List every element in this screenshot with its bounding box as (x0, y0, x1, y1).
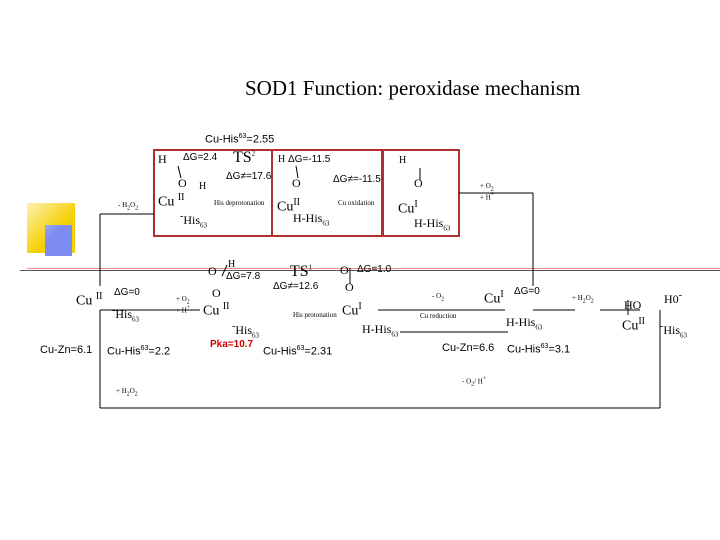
top-cu-his-sup: 63 (238, 133, 247, 140)
right-cu-his (507, 343, 570, 356)
right-bottom-label (462, 377, 486, 389)
left-plus-h-text: + H (176, 306, 187, 315)
right-plus-h2o2-sub1: 2 (582, 298, 586, 305)
right-plus-h2o2-text: + H (572, 294, 583, 302)
box1-h2o2-text: - H (118, 201, 128, 209)
box3-cu-text: Cu (398, 201, 415, 217)
right-minus-o2 (432, 293, 444, 303)
box1-h2o2-sub2: 2 (135, 205, 139, 212)
box1-h-side: H (199, 181, 207, 192)
right-cu (484, 290, 504, 307)
right-h0 (664, 291, 682, 305)
left-cu-ox: II (95, 291, 103, 302)
right-plus-h2o2 (572, 295, 594, 305)
right-bottom-h: / H (474, 377, 483, 386)
middle-cu-his-sup: 63 (296, 345, 305, 352)
middle-cu-his-text: Cu-His (263, 345, 297, 358)
right-plus-h2o2-o: O (585, 294, 591, 302)
right-his2-text: His (663, 323, 681, 337)
middle-cu-ox: II (222, 301, 230, 312)
middle-ts-text: TS (290, 263, 309, 280)
middle-his-minus: - (232, 321, 236, 332)
left-plus-h (176, 306, 190, 314)
box2-cu-text: Cu (277, 199, 294, 215)
middle-dgts: ΔG≠=12.6 (273, 281, 319, 292)
right-cu2-ox: II (638, 316, 646, 327)
middle-cu2-text: Cu (342, 303, 359, 319)
left-his (112, 306, 139, 323)
middle-cu2-ox: I (358, 301, 362, 312)
right-cu-text: Cu (484, 291, 501, 307)
right-dg: ΔG=0 (514, 286, 540, 297)
middle-h: H (228, 259, 236, 270)
left-his-sub: 63 (132, 315, 140, 324)
middle-o2: O (340, 263, 349, 277)
left-plus-h-sup: + (186, 305, 191, 311)
middle-his2-sub: 63 (391, 330, 399, 339)
box3-o: O (414, 176, 423, 190)
box3-plus-h-sup: + (490, 192, 495, 198)
box1-cu-text: Cu (158, 194, 175, 210)
middle-ts (290, 264, 312, 280)
right-h0-text: H0 (664, 292, 679, 306)
box3-his (414, 217, 450, 232)
right-minus-o2-text: - O (432, 292, 442, 300)
box3-minus-o2-sub: 2 (490, 186, 494, 193)
middle-cu-text: Cu (203, 303, 220, 319)
left-plus-o2-sub: 2 (186, 299, 190, 306)
middle-his-text: His (235, 323, 253, 337)
box1-cu (158, 193, 185, 210)
left-cu-his-val: =2.2 (148, 345, 171, 358)
box1-h2o2-o: O (130, 201, 136, 209)
left-cu-his-sup: 63 (140, 345, 149, 352)
middle-his-sub: 63 (252, 331, 260, 340)
box1-ts (233, 150, 255, 166)
middle-o-radical: O (212, 286, 221, 300)
left-h2o2 (116, 388, 138, 398)
box1-h-top: H (158, 152, 167, 166)
middle-ts-sup: 1 (308, 263, 313, 272)
box2-o: O (292, 176, 301, 190)
box2-his-deprotonation: His deprotonation (214, 199, 265, 207)
right-minus-o2-sub: 2 (441, 296, 445, 303)
middle-dg2: ΔG=1.0 (357, 264, 392, 275)
box1-his-sub: 63 (200, 221, 208, 230)
top-cu-his-label (205, 133, 274, 146)
box1-o: O (178, 176, 187, 190)
box3-minus-o2-text: + O (480, 182, 491, 190)
box1-his-text: His (183, 213, 201, 227)
box3-his-sub: 63 (443, 224, 451, 233)
middle-o: O (208, 264, 217, 278)
left-cu-his (107, 345, 170, 358)
right-his2 (660, 322, 687, 339)
box1-dg: ΔG=2.4 (183, 152, 218, 163)
left-h2o2-text: + H (116, 387, 127, 395)
right-his-sub: 63 (535, 323, 543, 332)
middle-pka: Pka=10.7 (210, 339, 254, 350)
middle-cu2 (342, 302, 362, 319)
middle-his (232, 322, 259, 339)
left-h2o2-sub1: 2 (126, 391, 130, 398)
right-bottom-sub: 2 (471, 381, 475, 388)
box1-cu-ox: II (177, 192, 185, 203)
box2-his-sub: 63 (322, 219, 330, 228)
box3-cu (398, 200, 418, 217)
right-cu-his-sup: 63 (540, 343, 549, 350)
box1-his-minus: - (180, 211, 184, 222)
right-his2-sub: 63 (680, 331, 688, 340)
middle-dg: ΔG=7.8 (226, 271, 261, 282)
middle-his2 (362, 323, 398, 338)
middle-his-protonation: His protonation (293, 311, 337, 319)
box3-cu-ox: I (414, 199, 418, 210)
box1-ts-text: TS (233, 149, 252, 166)
right-his-text: H-His (506, 315, 536, 329)
box2-dgts: ΔG≠=17.6 (226, 171, 272, 182)
box2-cu-oxidation: Cu oxidation (338, 199, 375, 207)
left-h2o2-sub2: 2 (134, 391, 138, 398)
left-h2o2-o: O (129, 387, 135, 395)
box3-his-text: H-His (414, 216, 444, 230)
right-bottom-text: - O (462, 377, 472, 386)
box2-dg: ΔG=-11.5 (288, 154, 331, 165)
box1-h2o2-sub1: 2 (127, 205, 131, 212)
left-cu-his-text: Cu-His (107, 345, 141, 358)
box2-h: H (278, 154, 286, 165)
box2-his (293, 212, 329, 227)
right-ho: HO (624, 298, 642, 312)
box3-plus-h (480, 193, 494, 201)
box1-h2o2-label (118, 202, 138, 212)
left-his-text: His (115, 307, 133, 321)
middle-cu-his-val: =2.31 (304, 345, 333, 358)
middle-cu (203, 302, 230, 319)
right-cu-ox: I (500, 289, 504, 300)
middle-his2-text: H-His (362, 322, 392, 336)
right-cu2 (622, 317, 645, 334)
right-his (506, 316, 542, 331)
left-plus-o2-text: + O (176, 295, 187, 303)
left-his-minus: - (112, 305, 116, 316)
right-plus-h2o2-sub2: 2 (590, 298, 594, 305)
left-dg: ΔG=0 (114, 287, 140, 298)
box3-h: H (399, 155, 407, 166)
top-cu-his-text: Cu-His (205, 133, 239, 146)
page-title: SOD1 Function: peroxidase mechanism (245, 76, 581, 100)
right-bottom-h-sup: + (482, 376, 487, 382)
box3-plus-h-text: + H (480, 193, 491, 202)
right-cu2-text: Cu (622, 318, 639, 334)
left-cu (76, 292, 103, 309)
middle-o2-lower: O (345, 280, 354, 294)
box2-his-text: H-His (293, 211, 323, 225)
left-cu-text: Cu (76, 293, 93, 309)
right-cu-reduction: Cu reduction (420, 312, 457, 320)
box2-dgts2: ΔG≠=-11.5 (333, 174, 381, 185)
right-h0-sup: - (678, 290, 683, 301)
left-cu-zn: Cu-Zn=6.1 (40, 344, 93, 356)
right-cu-his-text: Cu-His (507, 343, 541, 356)
right-cu-his-val: =3.1 (548, 343, 571, 356)
box1-ts-sup: 2 (251, 149, 256, 158)
right-cu-zn: Cu-Zn=6.6 (442, 342, 495, 354)
top-cu-his-value: =2.55 (246, 133, 275, 146)
box1-his (180, 212, 207, 229)
middle-cu-his (263, 345, 332, 358)
box2-cu-ox: II (293, 197, 301, 208)
right-his2-minus: - (660, 321, 664, 332)
